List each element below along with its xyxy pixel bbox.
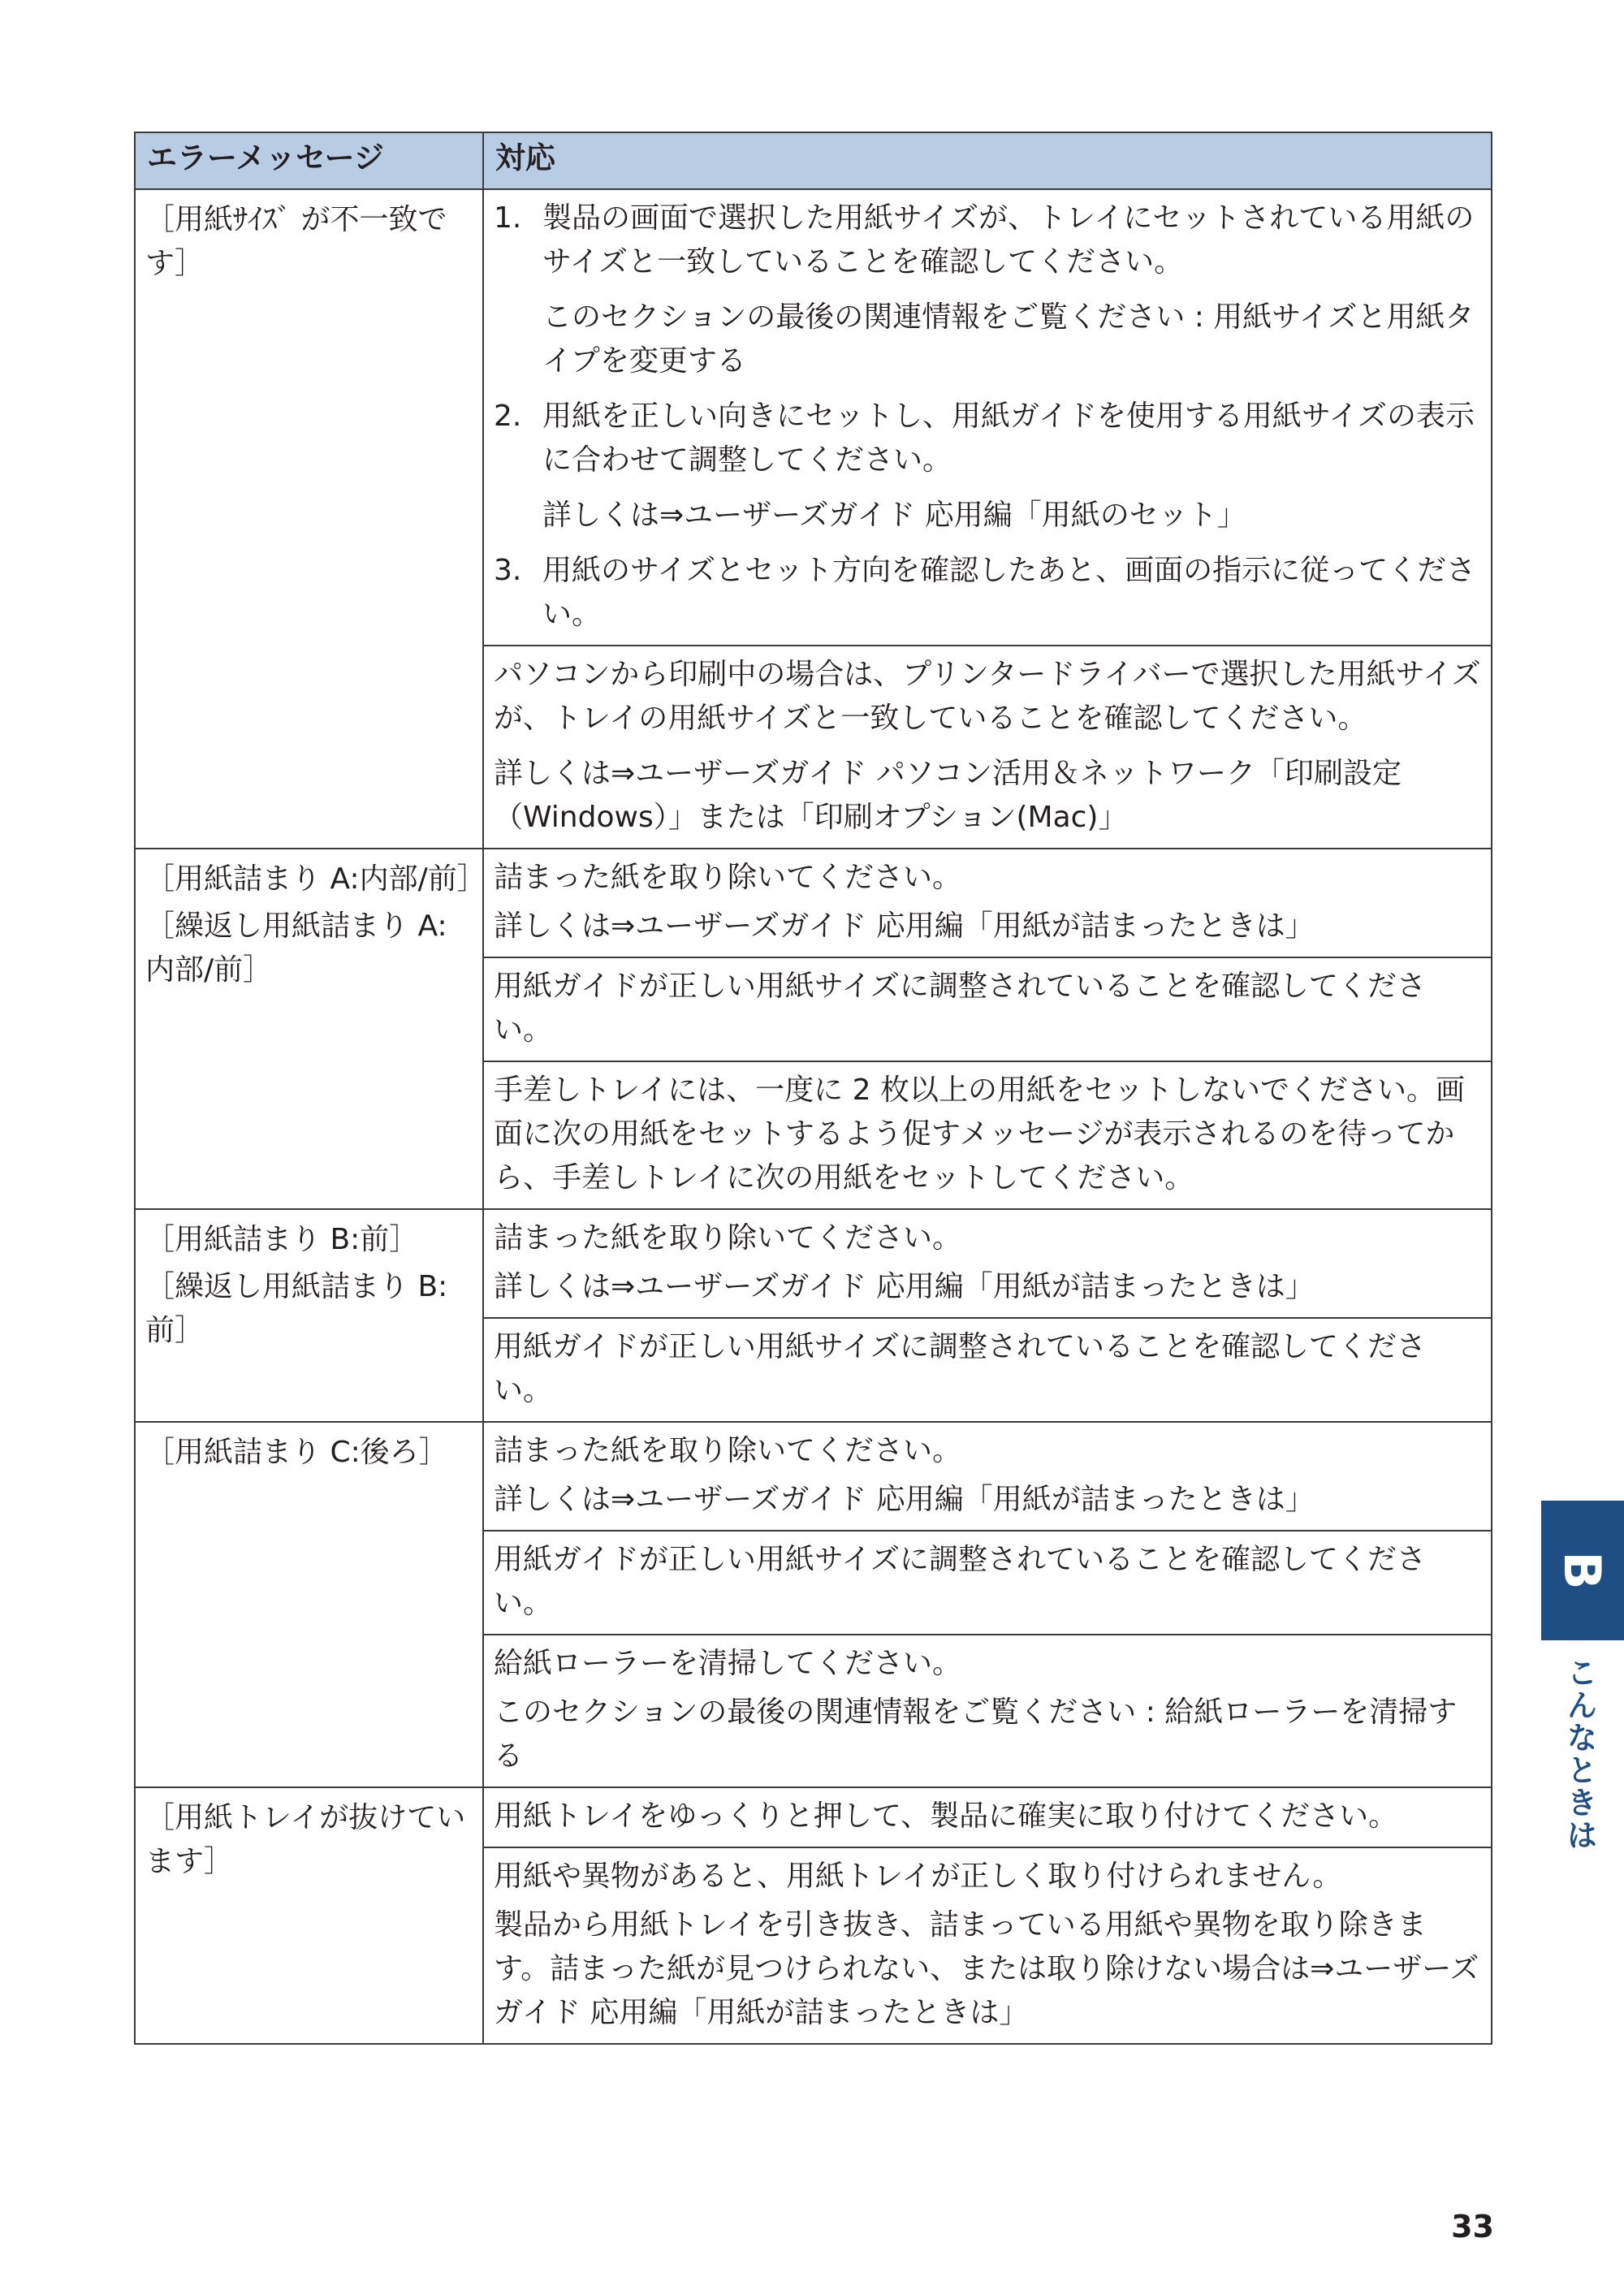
reference-link[interactable]: 詳しくは⇒ユーザーズガイド 応用編「用紙が詰まったときは」	[494, 1270, 1315, 1303]
action-note: このセクションの最後の関連情報をご覧ください : 給紙ローラーを清掃する	[494, 1696, 1458, 1773]
error-message: ［用紙詰まり C:後ろ］	[145, 1436, 448, 1469]
error-message-table	[134, 132, 1492, 2045]
error-message: ［用紙ｻｲｽﾞ が不一致です］	[145, 203, 447, 280]
action-cell	[483, 1061, 1492, 1209]
step-number: 2.	[494, 400, 522, 433]
step-text: 製品の画面で選択した用紙サイズが、トレイにセットされている用紙のサイズと一致していることを確認してください。	[542, 201, 1475, 279]
action-text: 用紙ガイドが正しい用紙サイズに調整されていることを確認してください。	[494, 970, 1427, 1047]
chapter-letter: B	[1553, 1551, 1613, 1590]
step-number: 3.	[494, 554, 522, 587]
error-message: ［繰返し用紙詰まり A:内部/前］	[145, 909, 447, 987]
error-message: ［繰返し用紙詰まり B:前］	[145, 1270, 448, 1347]
action-text: 用紙トレイをゆっくりと押して、製品に確実に取り付けてください。	[494, 1799, 1398, 1833]
action-text: 詰まった紙を取り除いてください。	[494, 861, 962, 894]
action-cell	[483, 1422, 1492, 1531]
error-message-cell	[135, 1787, 483, 2044]
table-row	[135, 849, 1492, 957]
error-message: ［用紙詰まり A:内部/前］	[145, 862, 486, 896]
error-message-cell	[135, 1422, 483, 1787]
action-text: 用紙ガイドが正しい用紙サイズに調整されていることを確認してください。	[494, 1330, 1427, 1407]
table-header-row	[135, 132, 1492, 189]
action-cell	[483, 1635, 1492, 1787]
action-cell	[483, 1847, 1492, 2044]
action-cell	[483, 849, 1492, 957]
error-message: ［用紙トレイが抜けています］	[145, 1801, 466, 1878]
error-message: ［用紙詰まり B:前］	[145, 1223, 419, 1256]
chapter-tab	[1541, 1501, 1624, 1640]
list-item	[494, 549, 1481, 637]
step-text: 用紙のサイズとセット方向を確認したあと、画面の指示に従ってください。	[542, 554, 1476, 631]
table-row	[135, 1209, 1492, 1318]
list-item	[494, 395, 1481, 538]
error-message-cell	[135, 189, 483, 849]
reference-link[interactable]: 詳しくは⇒ユーザーズガイド 応用編「用紙が詰まったときは」	[494, 909, 1315, 943]
action-text: 用紙ガイドが正しい用紙サイズに調整されていることを確認してください。	[494, 1543, 1427, 1620]
action-text: 詰まった紙を取り除いてください。	[494, 1221, 962, 1255]
action-text: 製品から用紙トレイを引き抜き、詰まっている用紙や異物を取り除きます。詰まった紙が見つけられない、または取り除けない場合は⇒ユーザーズガイド 応用編「用紙が詰まったときは」	[494, 1908, 1479, 2029]
action-text: 用紙や異物があると、用紙トレイが正しく取り付けられません。	[494, 1860, 1342, 1893]
action-text: 詰まった紙を取り除いてください。	[494, 1434, 962, 1467]
steps-list	[494, 197, 1481, 637]
header-action: 対応	[483, 132, 1492, 189]
action-cell	[483, 1209, 1492, 1318]
step-note: 詳しくは⇒ユーザーズガイド 応用編「用紙のセット」	[542, 499, 1246, 532]
reference-link[interactable]: 詳しくは⇒ユーザーズガイド 応用編「用紙が詰まったときは」	[494, 1483, 1315, 1516]
table-row	[135, 189, 1492, 646]
chapter-title: こんなときは	[1561, 1657, 1597, 1851]
action-cell	[483, 1787, 1492, 1847]
header-error-message: エラーメッセージ	[135, 132, 483, 189]
step-text: 用紙を正しい向きにセットし、用紙ガイドを使用する用紙サイズの表示に合わせて調整してください。	[542, 400, 1475, 477]
action-cell	[483, 1318, 1492, 1422]
list-item	[494, 197, 1481, 383]
action-cell	[483, 646, 1492, 849]
error-message-cell	[135, 1209, 483, 1422]
action-text: 給紙ローラーを清掃してください。	[494, 1647, 962, 1680]
reference-link[interactable]: 詳しくは⇒ユーザーズガイド パソコン活用＆ネットワーク「印刷設定（Windows）」または「印刷オプション(Mac)」	[494, 757, 1402, 834]
action-cell	[483, 957, 1492, 1061]
step-note: このセクションの最後の関連情報をご覧ください : 用紙サイズと用紙タイプを変更する	[542, 300, 1475, 378]
action-text: パソコンから印刷中の場合は、プリンタードライバーで選択した用紙サイズが、トレイの用紙サイズと一致していることを確認してください。	[494, 658, 1481, 735]
action-text: 手差しトレイには、一度に 2 枚以上の用紙をセットしないでください。画面に次の用紙をセットするよう促すメッセージが表示されるのを待ってから、手差しトレイに次の用紙をセットしてください。	[494, 1074, 1465, 1195]
action-cell	[483, 1531, 1492, 1635]
page-number: 33	[1451, 2209, 1494, 2244]
error-message-cell	[135, 849, 486, 1209]
action-cell	[483, 189, 1492, 646]
table-row	[135, 1422, 1492, 1531]
table-row	[135, 1787, 1492, 1847]
step-number: 1.	[494, 201, 522, 235]
